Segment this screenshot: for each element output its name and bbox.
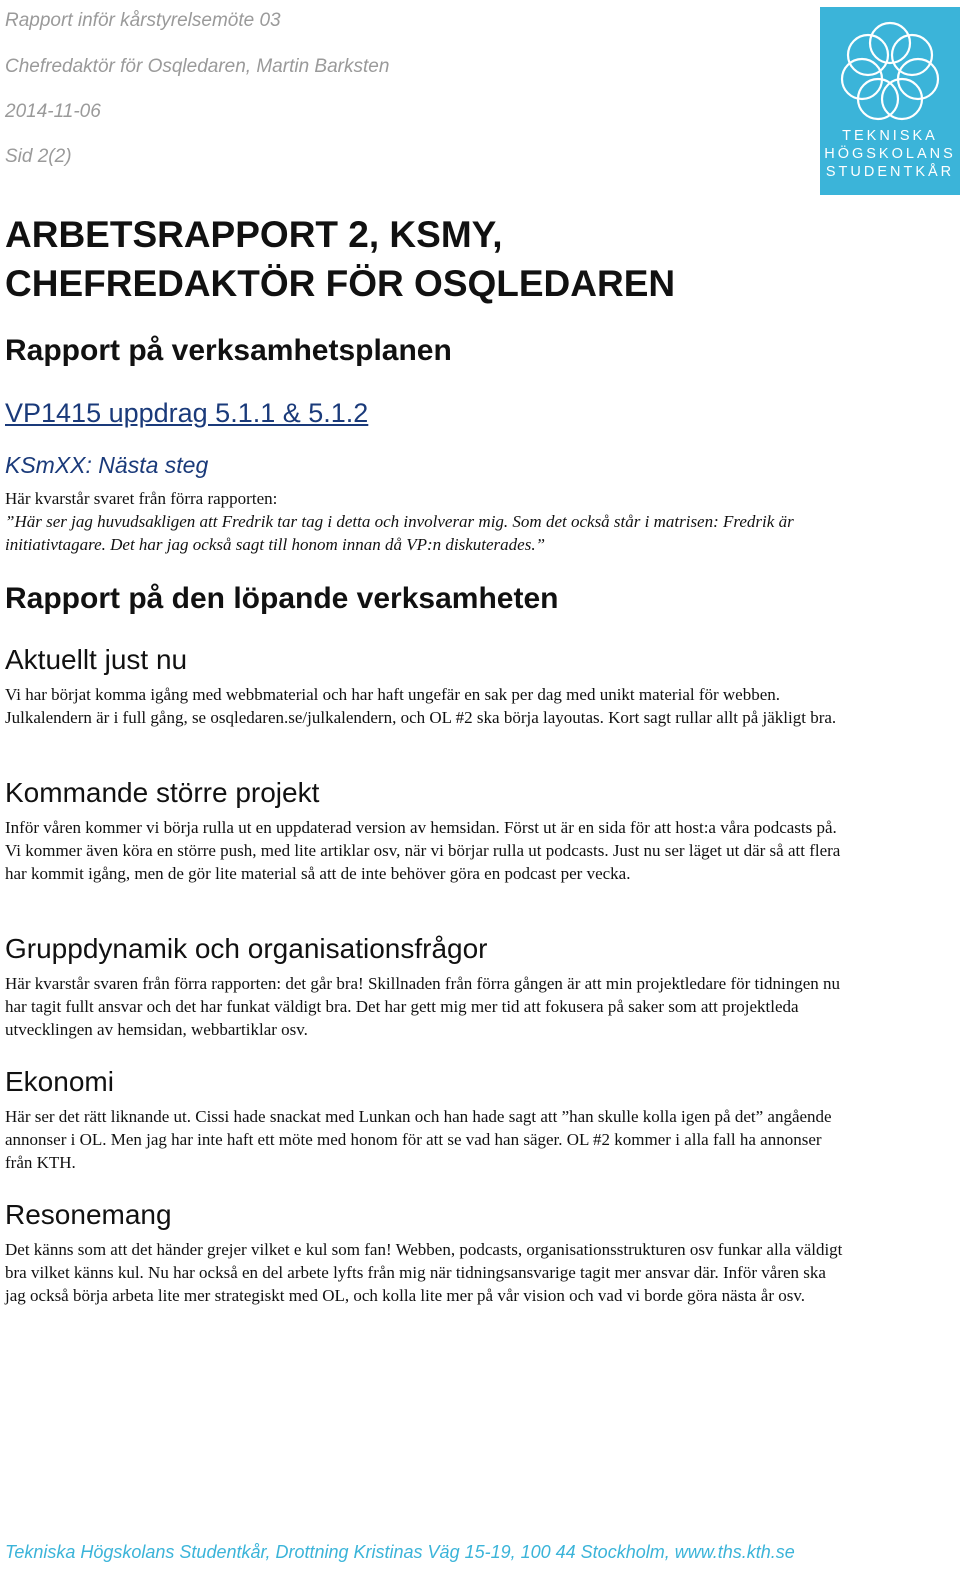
logo-text-line3: STUDENTKÅR [825, 164, 955, 180]
subsection-heading-economy: Ekonomi [5, 1066, 114, 1097]
header-date: 2014-11-06 [5, 101, 101, 122]
document-title: ARBETSRAPPORT 2, KSMY, CHEFREDAKTÖR FÖR OSQLEDAREN [5, 214, 676, 304]
sub-heading-next-step: KSmXX: Nästa steg [5, 452, 209, 478]
logo-text-line1: TEKNISKA [842, 128, 938, 144]
section-heading-plan: Rapport på verksamhetsplanen [5, 334, 452, 367]
ths-logo [820, 7, 960, 195]
subsection-text-upcoming: Inför våren kommer vi börja rulla ut en uppdaterad version av hemsidan. Först ut är en sida för att host:a våra podcasts på. Vi kommer även köra en större push, med lite artiklar osv, när vi börjar rulla ut podcasts. Just nu ser läget ut där så att flera har kommit igång, men de gör lite material så att de inte behöver göra en podcast per vecka. [5, 818, 841, 883]
subsection-heading-upcoming: Kommande större projekt [5, 777, 320, 808]
rings-logo-icon [830, 15, 950, 125]
footer-address: Tekniska Högskolans Studentkår, Drottning Kristinas Väg 15-19, 100 44 Stockholm, www.ths.kth.se [5, 1542, 795, 1562]
header-author: Chefredaktör för Osqledaren, Martin Barksten [5, 56, 390, 77]
subsection-text-economy: Här ser det rätt liknande ut. Cissi hade snackat med Lunkan och han hade sagt att ”han skulle kolla igen på det” angående annonser i OL. Men jag har inte haft ett möte med honom för att se vad han säger. OL #2 kommer i alla fall ha annonser från KTH. [5, 1107, 832, 1172]
subsection-text-reasoning: Det känns som att det händer grejer vilket e kul som fan! Webben, podcasts, organisationsstrukturen osv funkar alla väldigt bra vilket känns kul. Nu har också en del arbete lyfts från mig när tidningsansvarige tagit mer ansvar där. Inför våren ska jag också börja arbeta lite mer strategiskt med OL, och kolla lite mer på vår vision och vad vi borde göra nästa år osv. [5, 1240, 843, 1305]
header-report-title: Rapport inför kårstyrelsemöte 03 [5, 10, 281, 31]
header-page-number: Sid 2(2) [5, 146, 72, 167]
vp-link[interactable]: VP1415 uppdrag 5.1.1 & 5.1.2 [5, 398, 369, 428]
plan-quote-text: ”Här ser jag huvudsakligen att Fredrik tar tag i detta och involverar mig. Som det också står i matrisen: Fredrik är initiativtagare. Det har jag också sagt till honom innan då VP:n diskuterades.” [5, 512, 794, 554]
subsection-text-current: Vi har börjat komma igång med webbmaterial och har haft ungefär en sak per dag med unikt material för webben. Julkalendern är i full gång, se osqledaren.se/julkalendern, och OL #2 ska börja layoutas. Kort sagt rullar allt på jäkligt bra. [5, 685, 837, 727]
subsection-text-group-dynamics: Här kvarstår svaren från förra rapporten: det går bra! Skillnaden från förra gången är att min projektledare för tidningen nu har tagit fullt ansvar och det har funkat väldigt bra. Det har gett mig mer tid att fokusera på saker som att projektleda utvecklingen av hemsidan, webbartiklar osv. [5, 974, 841, 1039]
section-heading-running: Rapport på den löpande verksamheten [5, 582, 559, 615]
logo-text-line2: HÖGSKOLANS [824, 146, 956, 162]
plan-intro-text: Här kvarstår svaret från förra rapporten: [5, 489, 278, 508]
subsection-heading-group-dynamics: Gruppdynamik och organisationsfrågor [5, 933, 488, 964]
subsection-heading-current: Aktuellt just nu [5, 644, 188, 675]
subsection-heading-reasoning: Resonemang [5, 1199, 172, 1230]
